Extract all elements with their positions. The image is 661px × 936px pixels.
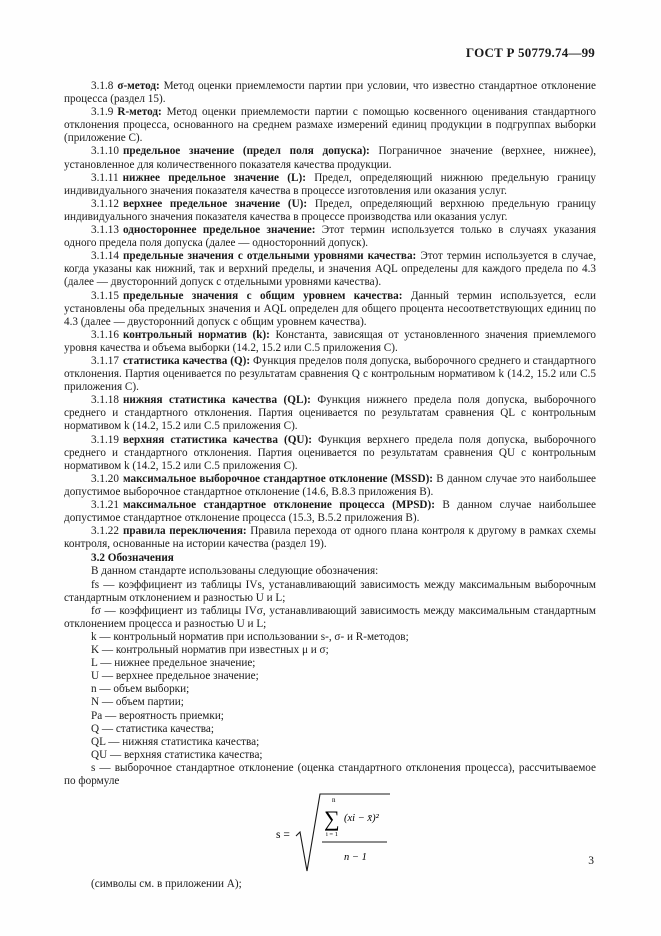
sqrt-sign	[296, 794, 390, 871]
definition-text: Метод оценки приемлемости партии с помощью косвенного оценивания стандартного отклонения процесса, основанного на среднем размахе измерений единиц продукции в подгруппах выборки (приложение С).	[64, 106, 596, 145]
summand: (xi − x̄)²	[344, 813, 379, 825]
definition-term: правила переключения:	[122, 525, 247, 538]
definition-term: верхнее предельное значение (U):	[122, 197, 308, 210]
definition-number: 3.1.13	[91, 224, 119, 237]
definition-term: предельные значения с общим уровнем качества:	[122, 289, 403, 302]
definition-text: Пограничное значение (верхнее, нижнее), установленное для количественного показателя качества продукции.	[64, 145, 596, 171]
definition-term: σ-метод:	[117, 80, 160, 92]
sum-upper: n	[332, 796, 336, 805]
definition-text: Функция нижнего предела поля допуска, выборочного среднего и стандартного отклонения. Партия оценивается по результатам сравнения QL с контрольным нормативом k (14.2, 15.2 или С.5 приложения С).	[64, 394, 596, 433]
definition-term: предельное значение (предел поля допуска):	[122, 145, 370, 158]
symbol-item: QU — верхняя статистика качества;	[91, 748, 263, 761]
definition-term: статистика качества (Q):	[122, 354, 251, 367]
formula-lhs: s =	[276, 829, 290, 842]
definition-text: Метод оценки приемлемости партии при условии, что известно стандартное отклонение процесса (раздел 15).	[64, 80, 596, 106]
symbol-item: fσ — коэффициент из таблицы IVσ, устанавливающий зависимость между максимальным стандартным отклонением процесса и разностью U и L;	[64, 604, 596, 630]
definition-term: нижнее предельное значение (L):	[122, 171, 306, 184]
symbol-item: K — контрольный норматив при известных μ и σ;	[91, 644, 329, 657]
definition-number: 3.1.22	[91, 525, 119, 538]
definition-item	[64, 329, 596, 355]
definition-text: В данном случае это наибольшее допустимое выборочное стандартное отклонение (14.6, В.8.3 приложения В).	[64, 472, 597, 498]
definition-text: Константа, зависящая от установленного значения приемлемого уровня качества и объема выборки (14.2, 15.2 или С.5 приложения С).	[64, 328, 596, 354]
formula-graphic	[274, 792, 454, 878]
definition-term: верхняя статистика качества (QU):	[122, 433, 312, 446]
definition-term: нижняя статистика качества (QL):	[122, 394, 311, 407]
definition-number: 3.1.20	[91, 472, 119, 485]
section-title: 3.2 Обозначения	[91, 552, 174, 565]
definition-number: 3.1.10	[91, 145, 119, 158]
symbol-item: Q — статистика качества;	[91, 722, 214, 735]
document-body	[64, 80, 596, 891]
section-intro: В данном стандарте использованы следующие обозначения:	[91, 565, 379, 578]
symbol-item: QL — нижняя статистика качества;	[91, 735, 260, 748]
page-number: 3	[588, 855, 594, 867]
definition-item	[64, 172, 596, 198]
definition-number: 3.1.18	[91, 394, 119, 407]
definition-number: 3.1.17	[91, 354, 119, 367]
definition-number: 3.1.21	[91, 499, 119, 511]
definition-term: контрольный норматив (k):	[122, 328, 270, 341]
definition-item	[64, 473, 596, 499]
denominator: n − 1	[344, 852, 367, 864]
symbol-item: k — контрольный норматив при использовании s-, σ- и R-методов;	[91, 630, 409, 643]
definition-item	[64, 106, 596, 145]
definition-text: Функция пределов поля допуска, выборочного среднего и стандартного отклонения. Партия оценивается по результатам сравнения Q с контрольным нормативом k (14.2, 15.2 или С.5 приложения С).	[64, 354, 596, 394]
definition-text: Предел, определяющий верхнюю предельную границу индивидуального значения показателя качества в процессе производства или оказания услуг.	[64, 197, 597, 223]
definition-item	[64, 434, 596, 473]
definition-number: 3.1.16	[91, 328, 119, 341]
definition-term: R-метод:	[117, 106, 162, 119]
symbols-list	[64, 579, 596, 789]
definition-number: 3.1.15	[91, 289, 119, 302]
definition-item	[64, 499, 596, 525]
definition-item	[64, 145, 596, 171]
definition-number: 3.1.8	[91, 80, 114, 92]
definition-text: Данный термин используется, если установлены оба предельных значения и AQL определен для общего процента несоответствующих единиц по 4.3 (далее — двусторонний допуск с общим уровнем качества).	[64, 289, 596, 328]
formula-s	[64, 792, 596, 878]
definition-number: 3.1.9	[91, 106, 114, 119]
symbol-item: Pa — вероятность приемки;	[91, 709, 224, 722]
definition-item	[64, 224, 596, 250]
definition-term: максимальное выборочное стандартное отклонение (MSSD):	[122, 472, 434, 485]
definition-number: 3.1.19	[91, 433, 119, 446]
document-header: ГОСТ Р 50779.74—99	[465, 45, 595, 60]
definition-number: 3.1.14	[91, 250, 119, 263]
definition-text: Функция верхнего предела поля допуска, выборочного среднего и стандартного отклонения. Партия оценивается по результатам сравнения QU с контрольным нормативом k (14.2, 15.2 или С.5 приложения С).	[64, 433, 597, 472]
definition-term: максимальное стандартное отклонение процесса (MPSD):	[122, 499, 435, 511]
definitions-list	[64, 80, 596, 551]
sum-lower: i = 1	[326, 831, 338, 839]
definition-text: Этот термин используется только в случаях указания одного предела поля допуска (далее — односторонний допуск).	[64, 224, 596, 250]
definition-text: В данном случае наибольшее допустимое стандартное отклонение процесса (15.3, В.5.2 приложения В).	[64, 499, 597, 525]
definition-item	[64, 394, 596, 433]
definition-term: одностороннее предельное значение:	[122, 224, 316, 237]
definition-item	[64, 80, 596, 106]
definition-number: 3.1.12	[91, 197, 119, 210]
definition-text: Правила перехода от одного плана контроля к другому в рамках схемы контроля, основанные на истории качества (раздел 19).	[64, 525, 597, 551]
definition-term: предельные значения с отдельными уровнями качества:	[122, 250, 417, 263]
sum-sign: ∑	[324, 806, 340, 832]
definition-number: 3.1.11	[91, 171, 119, 184]
symbol-item: fs — коэффициент из таблицы IVs, устанавливающий зависимость между максимальным выборочным стандартным отклонением и разностью U и L;	[64, 578, 596, 604]
formula-note: (символы см. в приложении А);	[91, 878, 242, 891]
definition-text: Предел, определяющий нижнюю предельную границу индивидуального значения показателя качества в процессе изготовления или оказания услуг.	[64, 171, 596, 197]
definition-item	[64, 355, 596, 394]
symbol-item: n — объем выборки;	[91, 683, 190, 696]
definition-text: Этот термин используется в случае, когда указаны как нижний, так и верхний пределы, и значения AQL определены для каждого предела по 4.3 (далее — двусторонний допуск с отдельными уровнями качества).	[64, 250, 596, 289]
symbol-item: s — выборочное стандартное отклонение (оценка стандартного отклонения процесса), рассчитываемое по формуле	[64, 761, 596, 787]
symbol-item: N — объем партии;	[91, 696, 184, 709]
definition-item	[64, 198, 596, 224]
definition-item	[64, 525, 596, 551]
symbol-item: L — нижнее предельное значение;	[91, 657, 256, 670]
symbol-item: U — верхнее предельное значение;	[91, 670, 259, 683]
definition-item	[64, 290, 596, 329]
definition-item	[64, 250, 596, 289]
